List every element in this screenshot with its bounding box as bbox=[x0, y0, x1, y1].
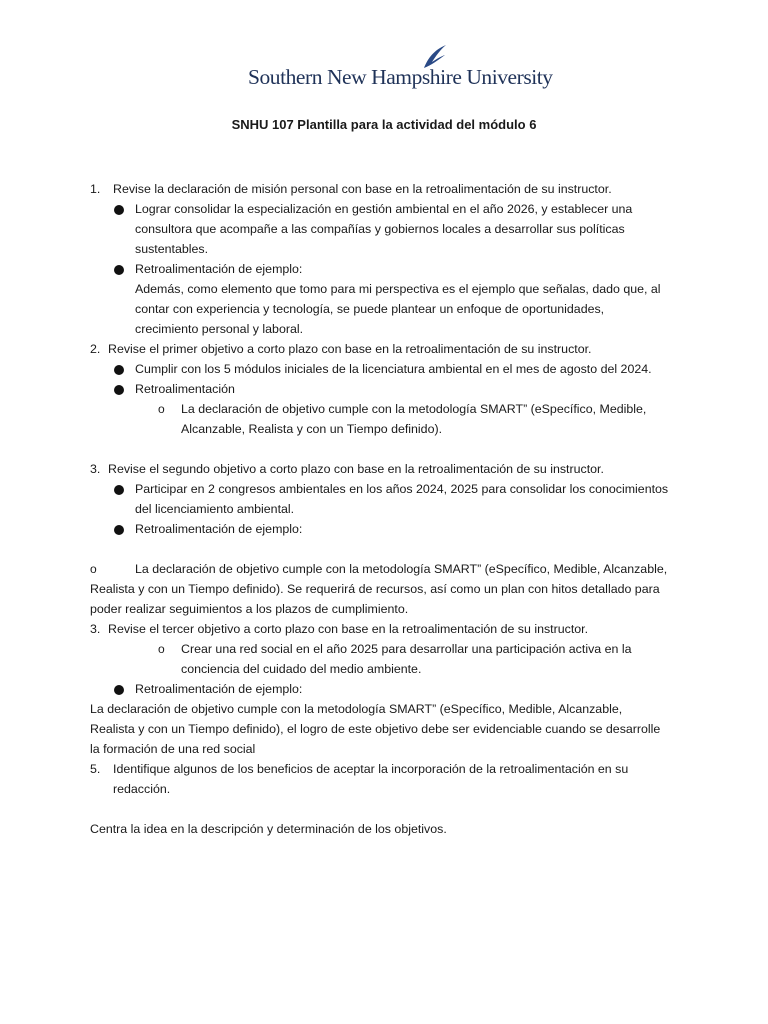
section-3-bullet-1-line-1: Participar en 2 congresos ambientales en los años 2024, 2025 para consolidar los conocimientos bbox=[135, 482, 669, 496]
section-3-paragraph-line-3: poder realizar seguimientos a los plazos de cumplimiento. bbox=[90, 602, 409, 616]
bullet-icon bbox=[114, 265, 124, 275]
sub-bullet-marker: o bbox=[158, 402, 165, 416]
section-1-bullet-2-line-2: Además, como elemento que tomo para mi perspectiva es el ejemplo que señalas, dado que, al bbox=[135, 282, 661, 296]
bullet-icon bbox=[114, 485, 124, 495]
section-1-bullet-1-line-1: Lograr consolidar la especialización en gestión ambiental en el año 2026, y establecer una bbox=[135, 202, 633, 216]
logo-text: Southern New Hampshire University bbox=[248, 65, 553, 89]
section-2-bullet-1: Cumplir con los 5 módulos iniciales de la licenciatura ambiental en el mes de agosto del 2024. bbox=[135, 362, 652, 376]
section-1-bullet-1-line-3: sustentables. bbox=[135, 242, 209, 256]
section-4-paragraph-line-3: la formación de una red social bbox=[90, 742, 256, 756]
section-2-sub-line-2: Alcanzable, Realista y con un Tiempo definido). bbox=[181, 422, 443, 436]
section-5-heading-line-2: redacción. bbox=[113, 782, 171, 796]
section-1-bullet-2-line-3: contar con experiencia y tecnología, se puede plantear un enfoque de oportunidades, bbox=[135, 302, 605, 316]
bullet-icon bbox=[114, 525, 124, 535]
section-4-sub-line-2: conciencia del cuidado del medio ambiente. bbox=[181, 662, 422, 676]
section-1-number: 1. bbox=[90, 182, 101, 196]
section-5-heading-line-1: Identifique algunos de los beneficios de aceptar la incorporación de la retroalimentación en su bbox=[113, 762, 629, 776]
section-3-paragraph-line-1: La declaración de objetivo cumple con la metodología SMART” (eSpecífico, Medible, Alcanzable, bbox=[135, 562, 668, 576]
section-4-bullet-1: Retroalimentación de ejemplo: bbox=[135, 682, 303, 696]
closing-note: Centra la idea en la descripción y determinación de los objetivos. bbox=[90, 822, 447, 836]
section-1-bullet-2-line-4: crecimiento personal y laboral. bbox=[135, 322, 304, 336]
section-1-heading: Revise la declaración de misión personal con base en la retroalimentación de su instructor. bbox=[113, 182, 612, 196]
section-2-heading: Revise el primer objetivo a corto plazo con base en la retroalimentación de su instructor. bbox=[108, 342, 592, 356]
section-4-sub-line-1: Crear una red social en el año 2025 para desarrollar una participación activa en la bbox=[181, 642, 632, 656]
section-2-number: 2. bbox=[90, 342, 101, 356]
section-4-number: 3. bbox=[90, 622, 101, 636]
section-1-bullet-1-line-2: consultora que acompañe a las compañías y gobiernos locales a desarrollar sus políticas bbox=[135, 222, 625, 236]
section-5-number: 5. bbox=[90, 762, 101, 776]
section-2-bullet-2: Retroalimentación bbox=[135, 382, 235, 396]
sub-bullet-marker: o bbox=[90, 562, 97, 576]
section-3-heading: Revise el segundo objetivo a corto plazo con base en la retroalimentación de su instructor. bbox=[108, 462, 604, 476]
section-2-sub-line-1: La declaración de objetivo cumple con la metodología SMART” (eSpecífico, Medible, bbox=[181, 402, 647, 416]
bullet-icon bbox=[114, 205, 124, 215]
bullet-icon bbox=[114, 365, 124, 375]
section-3-number: 3. bbox=[90, 462, 101, 476]
section-1-bullet-2-line-1: Retroalimentación de ejemplo: bbox=[135, 262, 303, 276]
university-logo bbox=[248, 44, 553, 92]
document-title: SNHU 107 Plantilla para la actividad del módulo 6 bbox=[231, 117, 537, 132]
section-3-bullet-2: Retroalimentación de ejemplo: bbox=[135, 522, 303, 536]
sub-bullet-marker: o bbox=[158, 642, 165, 656]
section-3-paragraph-line-2: Realista y con un Tiempo definido). Se requerirá de recursos, así como un plan con hitos detallado para bbox=[90, 582, 660, 596]
section-4-paragraph-line-2: Realista y con un Tiempo definido), el logro de este objetivo debe ser evidenciable cuando se desarrolle bbox=[90, 722, 661, 736]
section-4-paragraph-line-1: La declaración de objetivo cumple con la metodología SMART” (eSpecífico, Medible, Alcanzable, bbox=[90, 702, 623, 716]
bullet-icon bbox=[114, 385, 124, 395]
section-3-bullet-1-line-2: del licenciamiento ambiental. bbox=[135, 502, 295, 516]
bullet-icon bbox=[114, 685, 124, 695]
section-4-heading: Revise el tercer objetivo a corto plazo con base en la retroalimentación de su instructor. bbox=[108, 622, 589, 636]
